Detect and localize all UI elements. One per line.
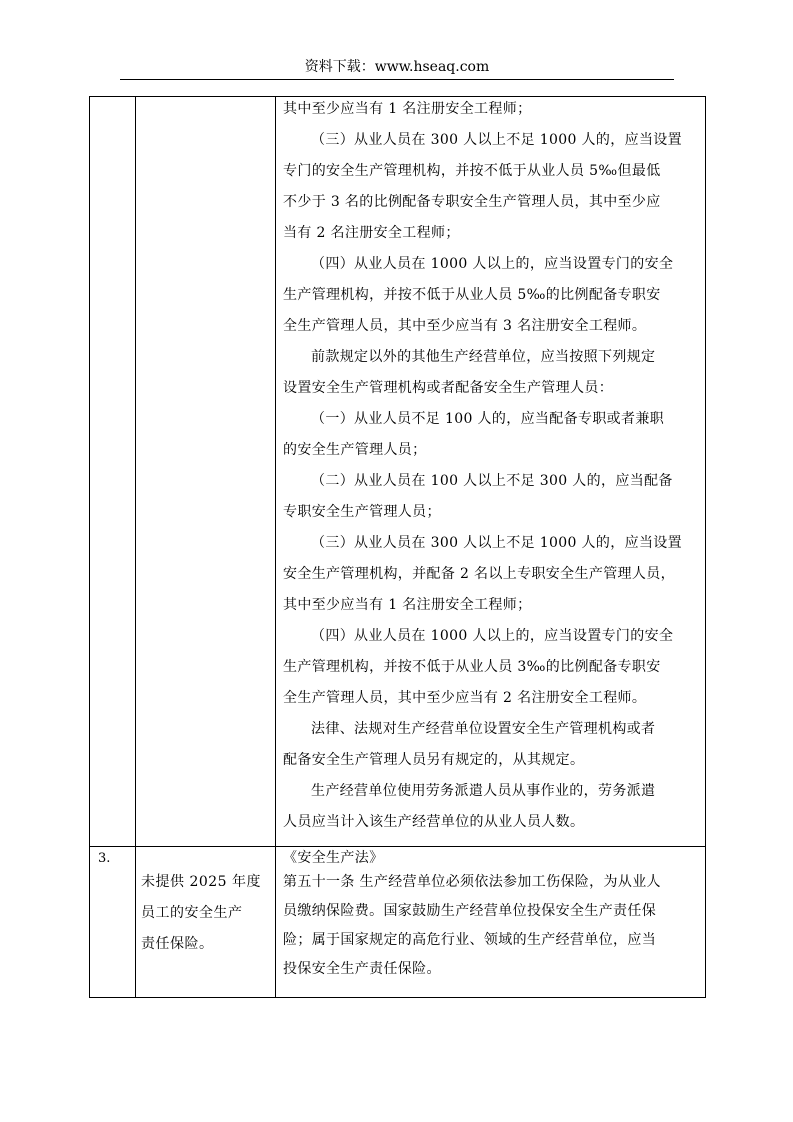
text-line: 前款规定以外的其他生产经营单位，应当按照下列规定 (311, 349, 656, 365)
text-line: （四）从业人员在 1000 人以上的，应当设置专门的安全 (311, 256, 674, 272)
header-rule (120, 79, 674, 80)
row1-regulation-text (283, 97, 703, 841)
text-line: 的安全生产管理人员； (283, 442, 427, 458)
text-line: （三）从业人员在 300 人以上不足 1000 人的，应当设置 (311, 132, 682, 148)
row-divider (90, 846, 705, 847)
issue-line: 员工的安全生产 (141, 905, 243, 921)
issue-line: 未提供 2025 年度 (141, 874, 262, 890)
text-line: 全生产管理人员，其中至少应当有 3 名注册安全工程师。 (283, 318, 647, 334)
text-line: 设置安全生产管理机构或者配备安全生产管理人员： (283, 380, 614, 396)
text-line: 险；属于国家规定的高危行业、领域的生产经营单位，应当 (283, 932, 657, 948)
text-line: 生产管理机构，并按不低于从业人员 5‰的比例配备专职安 (283, 287, 661, 303)
text-line: （三）从业人员在 300 人以上不足 1000 人的，应当设置 (311, 535, 682, 551)
row-number: 3. (98, 851, 111, 866)
text-line: 专门的安全生产管理机构，并按不低于从业人员 5‰但最低 (283, 163, 661, 179)
column-divider-issue (275, 97, 276, 997)
text-line: 人员应当计入该生产经营单位的从业人员人数。 (283, 814, 585, 830)
issue-description (141, 870, 271, 963)
text-line: 投保安全生产责任保险。 (283, 961, 441, 977)
text-line: 法律、法规对生产经营单位设置安全生产管理机构或者 (311, 721, 656, 737)
text-line: 当有 2 名注册安全工程师； (283, 225, 460, 241)
text-line: 安全生产管理机构，并配备 2 名以上专职安全生产管理人员， (283, 566, 675, 582)
text-line: （二）从业人员在 100 人以上不足 300 人的，应当配备 (311, 473, 673, 489)
text-line: 其中至少应当有 1 名注册安全工程师； (283, 101, 532, 117)
law-title: 《安全生产法》 (283, 850, 384, 866)
text-line: （四）从业人员在 1000 人以上的，应当设置专门的安全 (311, 628, 674, 644)
text-line: 生产管理机构，并按不低于从业人员 3‰的比例配备专职安 (283, 659, 661, 675)
text-line: 其中至少应当有 1 名注册安全工程师； (283, 597, 532, 613)
text-line: 生产经营单位使用劳务派遣人员从事作业的，劳务派遣 (311, 783, 656, 799)
text-line: 第五十一条 生产经营单位必须依法参加工伤保险，为从业人 (283, 874, 661, 890)
text-line: 专职安全生产管理人员； (283, 504, 441, 520)
regulation-table (89, 96, 706, 998)
text-line: （一）从业人员不足 100 人的，应当配备专职或者兼职 (311, 411, 665, 427)
text-line: 不少于 3 名的比例配备专职安全生产管理人员，其中至少应 (283, 194, 661, 210)
text-line: 员缴纳保险费。国家鼓励生产经营单位投保安全生产责任保 (283, 903, 657, 919)
column-divider-number (135, 97, 136, 997)
text-line: 配备安全生产管理人员另有规定的，从其规定。 (283, 752, 585, 768)
issue-line: 责任保险。 (141, 936, 214, 952)
page-header: 资料下载：www.hseaq.com (304, 59, 490, 75)
row2-regulation-text (283, 849, 703, 989)
text-line: 全生产管理人员，其中至少应当有 2 名注册安全工程师。 (283, 690, 647, 706)
